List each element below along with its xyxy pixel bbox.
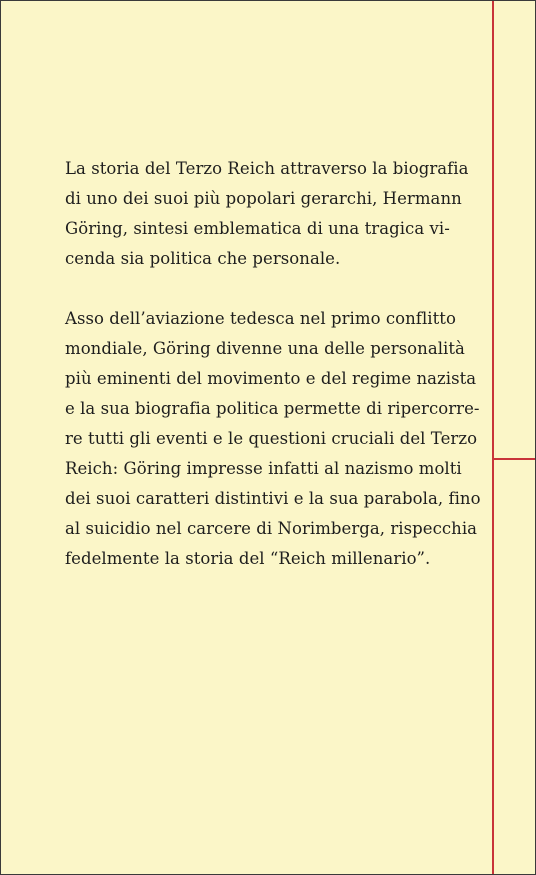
text-line: e la sua biografia politica permette di ripercorre- [65, 399, 480, 418]
blurb-paragraph-2 [65, 304, 481, 574]
text-line: mondiale, Göring divenne una delle personalità [65, 339, 465, 358]
horizontal-red-rule [494, 458, 535, 460]
text-line: di uno dei suoi più popolari gerarchi, Hermann [65, 189, 462, 208]
text-line: Asso dell’aviazione tedesca nel primo conflitto [65, 309, 456, 328]
text-line: Reich: Göring impresse infatti al nazismo molti [65, 459, 462, 478]
blurb-text [65, 154, 481, 574]
vertical-red-rule [492, 1, 494, 874]
text-line: La storia del Terzo Reich attraverso la biografia [65, 159, 469, 178]
text-line: dei suoi caratteri distintivi e la sua parabola, fino [65, 489, 481, 508]
text-line: al suicidio nel carcere di Norimberga, rispecchia [65, 519, 478, 538]
text-line: Göring, sintesi emblematica di una tragica vi- [65, 219, 450, 238]
text-line: re tutti gli eventi e le questioni cruciali del Terzo [65, 429, 478, 448]
text-line: più eminenti del movimento e del regime nazista [65, 369, 477, 388]
blurb-paragraph-1 [65, 154, 469, 274]
text-line: fedelmente la storia del “Reich millenario”. [65, 549, 431, 568]
text-line: cenda sia politica che personale. [65, 249, 341, 268]
paragraph-spacer [65, 274, 455, 304]
